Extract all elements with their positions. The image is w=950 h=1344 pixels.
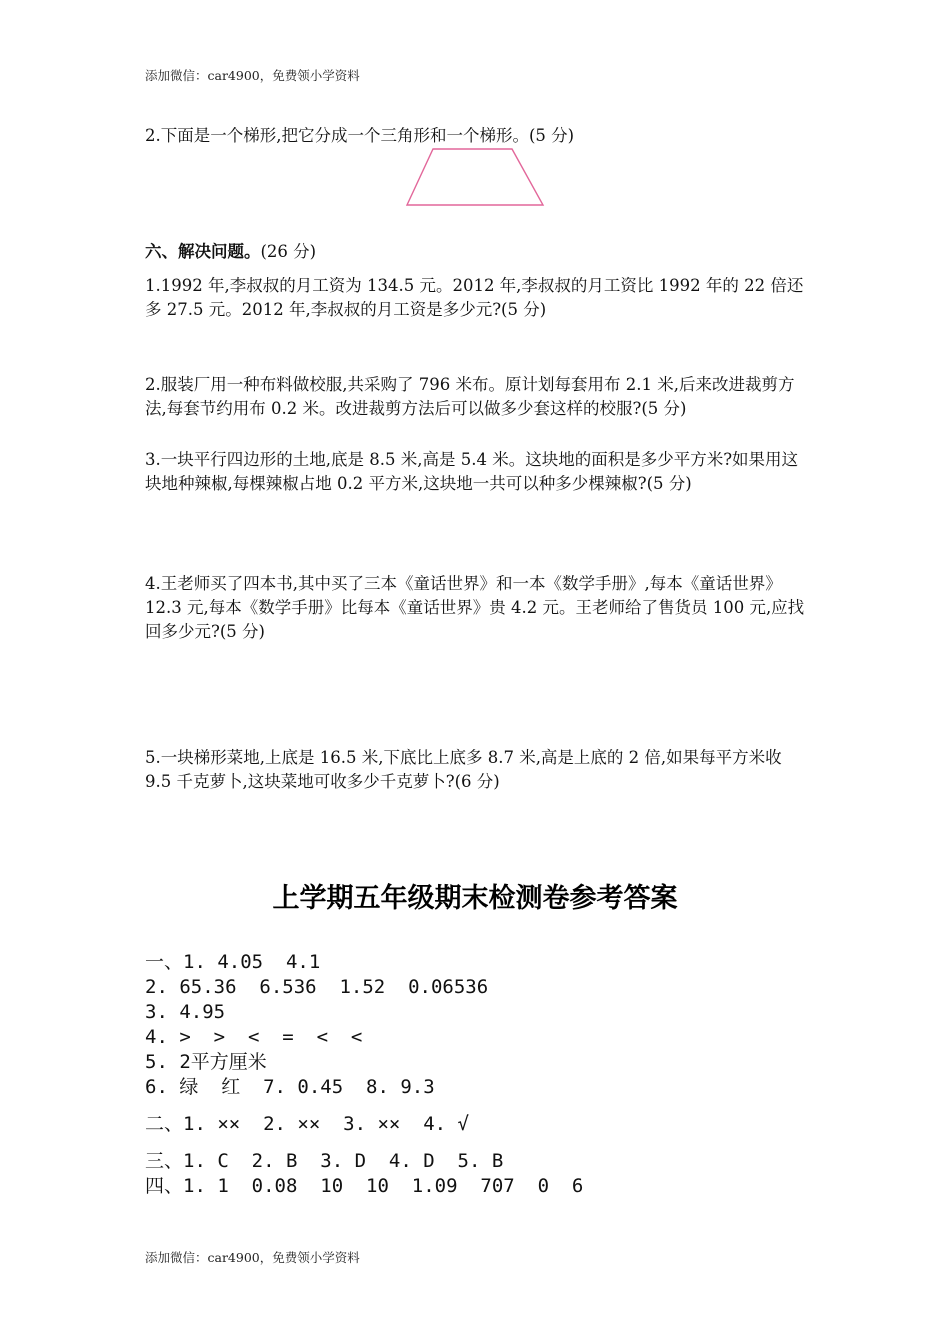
problem-2: 2.服装厂用一种布料做校服,共采购了 796 米布。原计划每套用布 2.1 米,后来改进裁剪方法,每套节约用布 0.2 米。改进裁剪方法后可以做多少套这样的校服?(5 分) [145, 375, 795, 418]
page-header: 添加微信：car4900，免费领小学资料 [145, 68, 360, 83]
answer-key-title: 上学期五年级期末检测卷参考答案 [272, 883, 678, 914]
answer-line-1: 一、1. 4.05 4.1 [145, 951, 321, 973]
answer-line-8: 三、1. C 2. B 3. D 4. D 5. B [145, 1150, 504, 1172]
question-trapezoid: 2.下面是一个梯形,把它分成一个三角形和一个梯形。(5 分) [145, 126, 575, 145]
trapezoid-figure [405, 147, 545, 209]
problem-5: 5.一块梯形菜地,上底是 16.5 米,下底比上底多 8.7 米,高是上底的 2 倍,如果每平方米收 9.5 千克萝卜,这块菜地可收多少千克萝卜?(6 分) [145, 748, 782, 791]
problem-4: 4.王老师买了四本书,其中买了三本《童话世界》和一本《数学手册》,每本《童话世界》12.3 元,每本《数学手册》比每本《童话世界》贵 4.2 元。王老师给了售货员 100 元,应找回多少元?(5 分) [145, 574, 805, 641]
answer-line-6: 6. 绿 红 7. 0.45 8. 9.3 [145, 1076, 435, 1098]
page-footer: 添加微信：car4900，免费领小学资料 [145, 1250, 360, 1265]
answer-line-4: 4. > > < = < < [145, 1026, 363, 1048]
answer-line-3: 3. 4.95 [145, 1001, 226, 1023]
answer-line-2: 2. 65.36 6.536 1.52 0.06536 [145, 976, 489, 998]
answer-line-7: 二、1. ×× 2. ×× 3. ×× 4. √ [145, 1113, 469, 1135]
section-6-title: 六、解决问题。 [145, 242, 261, 261]
section-6-heading [145, 238, 316, 262]
problem-3: 3.一块平行四边形的土地,底是 8.5 米,高是 5.4 米。这块地的面积是多少平方米?如果用这块地种辣椒,每棵辣椒占地 0.2 平方米,这块地一共可以种多少棵辣椒?(5 分) [145, 450, 799, 493]
answer-line-5: 5. 2平方厘米 [145, 1051, 267, 1073]
section-6-points: (26 分) [260, 242, 317, 261]
answer-line-9: 四、1. 1 0.08 10 10 1.09 707 0 6 [145, 1175, 584, 1197]
problem-1: 1.1992 年,李叔叔的月工资为 134.5 元。2012 年,李叔叔的月工资比 1992 年的 22 倍还多 27.5 元。2012 年,李叔叔的月工资是多少元?(5 分) [145, 276, 804, 319]
